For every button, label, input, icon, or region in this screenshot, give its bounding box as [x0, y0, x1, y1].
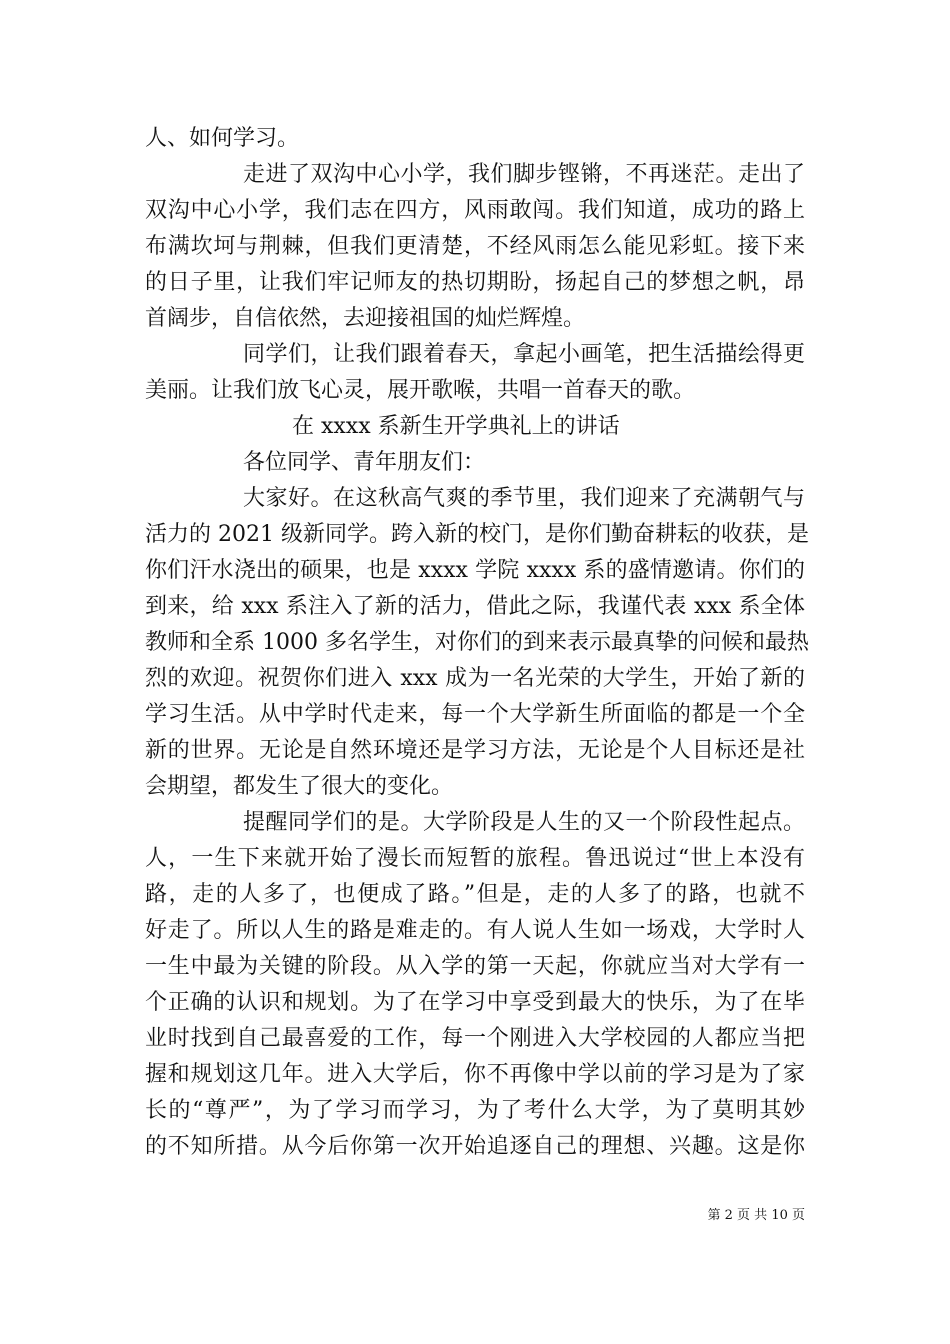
text-line: 你们汗水浇出的硕果，也是 xxxx 学院 xxxx 系的盛情邀请。你们的	[145, 558, 805, 583]
text-line: 美丽。让我们放飞心灵，展开歌喉，共唱一首春天的歌。	[145, 378, 696, 403]
text-line: 人，一生下来就开始了漫长而短暂的旅程。鲁迅说过“世上本没有	[145, 846, 805, 871]
text-line: 烈的欢迎。祝贺你们进入 xxx 成为一名光荣的大学生，开始了新的	[145, 666, 805, 691]
text-line: 握和规划这几年。进入大学后，你不再像中学以前的学习是为了家	[145, 1062, 805, 1087]
text-line: 个正确的认识和规划。为了在学习中享受到最大的快乐，为了在毕	[145, 990, 805, 1015]
text-line: 人、如何学习。	[145, 126, 300, 151]
text-line: 好走了。所以人生的路是难走的。有人说人生如一场戏，大学时人	[145, 918, 805, 943]
text-line: 双沟中心小学，我们志在四方，风雨敢闯。我们知道，成功的路上	[145, 198, 805, 223]
section-title: 在 xxxx 系新生开学典礼上的讲话	[292, 414, 620, 439]
salutation: 各位同学、青年朋友们：	[243, 450, 486, 475]
document-body	[145, 121, 809, 1165]
text-line: 路，走的人多了，也便成了路。”但是，走的人多了的路，也就不	[145, 882, 805, 907]
text-line: 的不知所措。从今后你第一次开始追逐自己的理想、兴趣。这是你	[145, 1134, 805, 1159]
text-line: 会期望，都发生了很大的变化。	[145, 774, 454, 799]
text-line: 提醒同学们的是。大学阶段是人生的又一个阶段性起点。	[243, 810, 805, 835]
text-line: 同学们，让我们跟着春天，拿起小画笔，把生活描绘得更	[243, 342, 805, 367]
text-line: 首阔步，自信依然，去迎接祖国的灿烂辉煌。	[145, 306, 586, 331]
text-line: 长的“尊严”，为了学习而学习，为了考什么大学，为了莫明其妙	[145, 1098, 805, 1123]
text-line: 走进了双沟中心小学，我们脚步铿锵，不再迷茫。走出了	[243, 162, 805, 187]
text-line: 一生中最为关键的阶段。从入学的第一天起，你就应当对大学有一	[145, 954, 805, 979]
text-line: 布满坎坷与荆棘，但我们更清楚，不经风雨怎么能见彩虹。接下来	[145, 234, 805, 259]
text-line: 活力的 2021 级新同学。跨入新的校门，是你们勤奋耕耘的收获，是	[145, 522, 809, 547]
text-line: 到来，给 xxx 系注入了新的活力，借此之际，我谨代表 xxx 系全体	[145, 594, 805, 619]
page-number: 第 2 页 共 10 页	[707, 1208, 805, 1223]
text-line: 学习生活。从中学时代走来，每一个大学新生所面临的都是一个全	[145, 702, 805, 727]
text-line: 的日子里，让我们牢记师友的热切期盼，扬起自己的梦想之帆，昂	[145, 270, 805, 295]
text-line: 大家好。在这秋高气爽的季节里，我们迎来了充满朝气与	[243, 486, 805, 511]
text-line: 教师和全系 1000 多名学生，对你们的到来表示最真挚的问候和最热	[145, 630, 809, 655]
text-line: 新的世界。无论是自然环境还是学习方法，无论是个人目标还是社	[145, 738, 805, 763]
text-line: 业时找到自己最喜爱的工作，每一个刚进入大学校园的人都应当把	[145, 1026, 805, 1051]
